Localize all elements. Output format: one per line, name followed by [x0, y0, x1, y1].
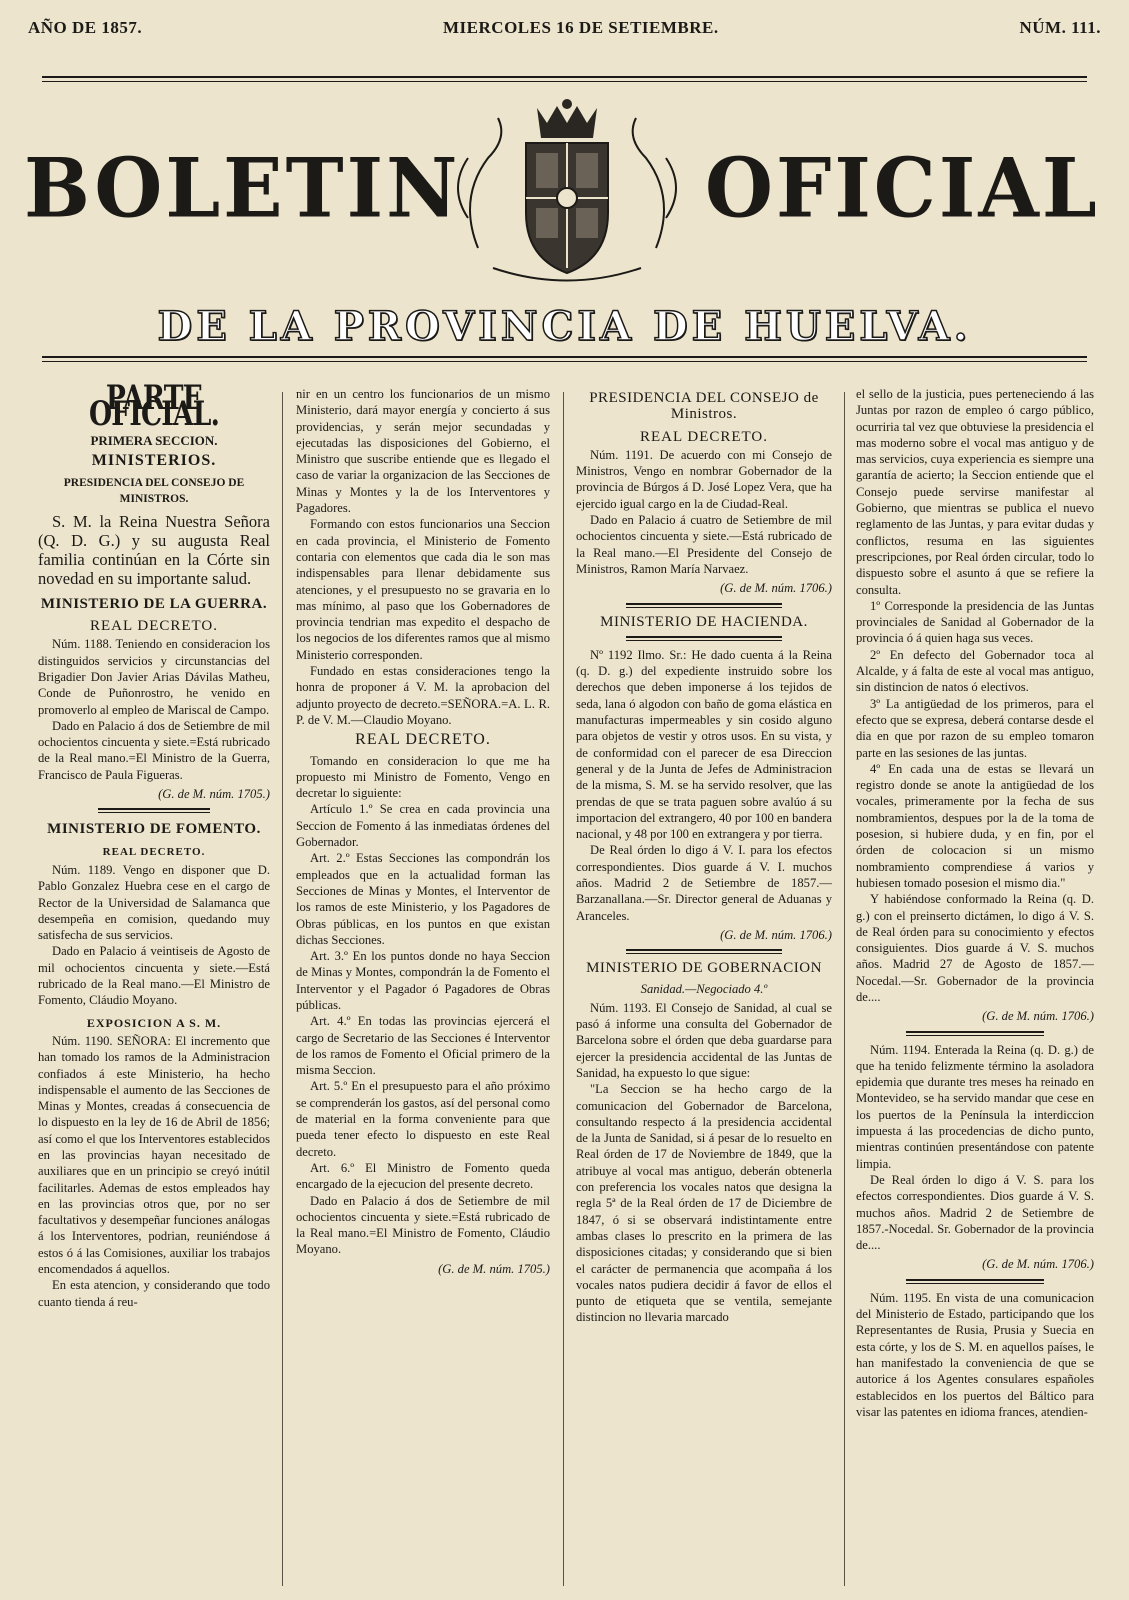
- divider: [626, 603, 782, 608]
- masthead-subtitle: DE LA PROVINCIA DE HUELVA.: [157, 303, 972, 350]
- decree-signature: Dado en Palacio á dos de Setiembre de mil ochocientos cincuenta y siete.=Está rubricado de la Real mano.=El Ministro de la Guerra, Francisco de Paula Figueras.: [38, 718, 270, 782]
- divider: [906, 1279, 1044, 1284]
- decree-text: Núm. 1189. Vengo en disponer que D. Pablo Gonzalez Huebra cese en el cargo de Rector de la Universidad de Salamanca que desempeña en comision, quedando muy satisfecha de sus servicios.: [38, 862, 270, 943]
- column-3: [576, 386, 832, 1326]
- article: Art. 6.º El Ministro de Fomento queda encargado de la ejecucion del presente decreto.: [296, 1160, 550, 1192]
- masthead-rule: [42, 356, 1087, 358]
- source-citation: (G. de M. núm. 1706.): [982, 1009, 1094, 1024]
- column-2: [296, 386, 550, 1280]
- divider: [626, 636, 782, 641]
- rule-item: 2º En defecto del Gobernador toca al Alcalde, y á falta de este al vocal mas antiguo, sin distincion de natos ó electivos.: [856, 647, 1094, 695]
- decree-signature: Dado en Palacio á veintiseis de Agosto de mil ochocientos cincuenta y siete.—Está rubricado de la Real mano.—El Ministro de Fomento, Cláudio Moyano.: [38, 944, 270, 1008]
- rule-item: 4º En cada una de estas se llevará un registro donde se anote la antigüedad de los vocales, primeramente por la fecha de sus nombramientos, despues por la de la toma de posesion, si hubiere duda, y en fin, por el órden de colocacion si un mismo nombramiento comprendiese á varios y hubiesen tomado posesion el mismo dia.": [856, 761, 1094, 890]
- rule-item: 1º Corresponde la presidencia de las Juntas provinciales de Sanidad al Gobernador de la provincia ó á quien haga sus veces.: [856, 598, 1094, 646]
- decree-intro: Tomando en consideracion lo que me ha propuesto mi Ministro de Fomento, Vengo en decretar lo siguiente:: [296, 753, 550, 801]
- article: Art. 5.º En el presupuesto para el año próximo se comprenderán los gastos, así del personal como de material en la forma conveniente para que pueda tener efecto lo dispuesto en este Real decreto.: [296, 1079, 550, 1159]
- decree-title: REAL DECRETO.: [355, 731, 491, 749]
- exposicion-text: En esta atencion, y considerando que todo cuanto tienda á reu-: [38, 1278, 270, 1309]
- source-citation: (G. de M. núm. 1706.): [720, 581, 832, 596]
- report-continued: el sello de la justicia, pues perteneciendo á las Juntas por razon de empleo ó cargo público, ocurriria tal vez que obtuviese la presidencia el mas moderno sobre el vocal mas antiguo y de mas servicios, cuya experiencia es siempre una garantía de acierto; la Seccion entiende que el Consejo puede servirse manifestar al Gobierno, que mientras se publica el nuevo reglamento de las Juntas, y para evitar dudas y conflictos, resuma en las siguientes prescripciones, por Real órden circular, todo lo dispuesto sobre el asunto á que se refiere la consulta.: [856, 387, 1094, 597]
- exposicion-continued: nir en un centro los funcionarios de un mismo Ministerio, dará mayor energía y concierto á sus providencias, y serán mejor secundadas y ejecutadas las disposiciones del Gobierno, el Ministro que suscribe entiende que es llegado el caso de variar la organizacion de las Secciones de Minas y Montes y la de los Interventores y Pagadores.: [296, 387, 550, 516]
- section-heading: PRIMERA SECCION.: [90, 432, 218, 448]
- decree-title: REAL DECRETO.: [102, 845, 206, 858]
- column-1: [38, 378, 270, 1310]
- column-separator: [563, 392, 564, 1586]
- ministerios-heading: MINISTERIOS.: [91, 451, 217, 469]
- masthead-rule-thin: [42, 361, 1087, 362]
- article: Art. 4.º En todas las provincias ejercerá el cargo de Secretario de las Secciones é Interventor de los ramos de Fomento el Oficial primero de la misma Seccion.: [296, 1014, 550, 1078]
- article: Artículo 1.º Se crea en cada provincia una Seccion de Fomento á las inmediatas órdenes del Gobernador.: [296, 802, 550, 850]
- top-rule-thin: [42, 81, 1087, 82]
- presidencia-heading: PRESIDENCIA DEL CONSEJO de Ministros.: [589, 390, 819, 423]
- order-text: Nº 1192 Ilmo. Sr.: He dado cuenta á la Reina (q. D. g.) del expediente instruido sobre los derechos que deben imponerse á los tejidos de seda, lana ó algodon con baño de goma elástica en manufacturas impermeables y sin cosido alguno para objetos de vestir y otros usos. En su vista, y de conformidad con el parecer de esa Direccion general y de la Junta de Jefes de Administracion de la misma, S. M. se ha servido resolver, que las prendas de que se trata paguen sobre avalúo á su importacion del extrangero, 40 por 100 en bandera nacional, y 48 por 100 en extrangera y por tierra.: [576, 647, 832, 842]
- decree-signature: Dado en Palacio á cuatro de Setiembre de mil ochocientos cincuenta y siete.—Está rubricado de la Real mano.—El Presidente del Consejo de Ministros, Ramon María Narvaez.: [576, 513, 832, 576]
- order-signature: Y habiéndose conformado la Reina (q. D. g.) con el preinserto dictámen, lo digo á V. S. de Real órden para su conocimiento y efectos consiguientes. Dios guarde á V. S. muchos años. Madrid 27 de Agosto de 1857.—Nocedal.—Sr. Gobernador de la provincia de....: [856, 892, 1094, 1004]
- source-citation: (G. de M. núm. 1706.): [982, 1257, 1094, 1272]
- ministry-heading: MINISTERIO DE FOMENTO.: [47, 821, 261, 838]
- year-label: AÑO DE 1857.: [28, 18, 143, 37]
- article: Art. 3.º En los puntos donde no haya Seccion de Minas y Montes, compondrán la de Fomento el Interventor y el Pagador ó Pagadores de Obras públicas.: [296, 949, 550, 1012]
- top-rule: [42, 76, 1087, 78]
- presidencia-heading: PRESIDENCIA DEL CONSEJO DE MINISTROS.: [63, 477, 245, 506]
- order-text: Núm. 1195. En vista de una comunicacion del Ministerio de Estado, participando que los Representantes de Rusia, Prusia y Suecia en esta córte, y los de S. M. en aquellos países, le han manifestado la conveniencia de que se autorice á los Agentes consulares españoles establecidos en los puertos del Báltico para visar las patentes en idioma frances, atendien-: [856, 1290, 1094, 1419]
- ministry-heading: MINISTERIO DE GOBERNACION: [586, 960, 822, 977]
- decree-title: REAL DECRETO.: [90, 618, 218, 635]
- masthead-left: BOLETIN: [24, 140, 461, 237]
- ministry-heading: MINISTERIO DE LA GUERRA.: [40, 595, 268, 612]
- order-signature: De Real órden lo digo á V. I. para los efectos correspondientes. Dios guarde á V. I. muchos años. Madrid 2 de Setiembre de 1857.—Barzanallana.—Sr. Director general de Aduanas y Aranceles.: [576, 843, 832, 923]
- order-text: Núm. 1193. El Consejo de Sanidad, al cual se pasó á informe una consulta del Gobernador de Barcelona sobre el órden que deba guardarse para ejercer la presidencia accidental de las Juntas de Sanidad, ha expuesto lo que sigue:: [576, 1000, 832, 1080]
- top-header: [28, 18, 1101, 38]
- issue-number: NÚM. 111.: [1019, 18, 1101, 37]
- decree-text: Núm. 1188. Teniendo en consideracion los distinguidos servicios y circunstancias del Brigadier Don Javier Arias Dávilas Matheu, Conde de Puñonrostro, he venido en promoverlo al empleo de Mariscal de Campo.: [38, 637, 270, 717]
- column-separator: [844, 392, 845, 1586]
- lead-paragraph: S. M. la Reina Nuestra Señora (Q. D. G.) y su augusta Real familia continúan en la Córte sin novedad en su importante salud.: [38, 511, 270, 588]
- column-4: [856, 386, 1094, 1420]
- decree-title: REAL DECRETO.: [640, 428, 768, 445]
- divider: [98, 808, 210, 813]
- date-label: MIERCOLES 16 DE SETIEMBRE.: [443, 18, 719, 37]
- rule-item: 3º La antigüedad de los primeros, para el efecto que se expresa, deberá contarse desde el dia en que por razon de su empleo tomaron parte en las sesiones de las juntas.: [856, 696, 1094, 760]
- decree-text: Núm. 1191. De acuerdo con mi Consejo de Ministros, Vengo en nombrar Gobernador de la provincia de Búrgos á D. José Lopez Vera, que ha ejercido igual cargo en la de Ciudad-Real.: [576, 447, 832, 511]
- order-text: Núm. 1194. Enterada la Reina (q. D. g.) de que ha tenido felizmente término la asoladora epidemia que durante tres meses ha reinado en Montevideo, se ha servido mandar que cese en los puertos de la Península la interdiccion impuesta á las procedencias de dicho punto, mientras continúen presentándose con patente limpia.: [856, 1042, 1094, 1171]
- exposicion-title: EXPOSICION A S. M.: [86, 1015, 222, 1030]
- ministry-heading: MINISTERIO DE HACIENDA.: [600, 613, 808, 630]
- divider: [626, 949, 782, 954]
- royal-crest-icon: [438, 98, 696, 288]
- exposicion-text: Formando con estos funcionarios una Seccion en cada provincia, el Ministerio de Fomento contaria con elementos que cada dia le son mas indispensables para llenar debidamente sus atenciones, y el presupuesto no se gravaria en lo mas mínimo, al paso que los Gobernadores de provincia tendrian mas expedito el despacho de los negocios de los diferentes ramos que al mismo Ministerio corresponden.: [296, 517, 550, 662]
- divider: [906, 1031, 1044, 1036]
- masthead-right: OFICIAL: [705, 140, 1100, 237]
- order-signature: De Real órden lo digo á V. S. para los efectos correspondientes. Dios guarde á V. S. muchos años. Madrid 2 de Setiembre de 1857.-Nocedal. Sr. Gobernador de la provincia de....: [856, 1172, 1094, 1253]
- source-citation: (G. de M. núm. 1705.): [158, 787, 270, 802]
- source-citation: (G. de M. núm. 1705.): [438, 1261, 550, 1276]
- article: Art. 2.º Estas Secciones las compondrán los empleados que en la actualidad forman las Secciones de Minas y Montes, el Interventor de los ramos de este Ministerio, y los Pagadores de Obras públicas, en los puntos en que existan dichas Secciones.: [296, 851, 550, 947]
- decree-signature: Dado en Palacio á dos de Setiembre de mil ochocientos cincuenta y siete.=Está rubricado de la Real mano.=El Ministro de Fomento, Cláudio Moyano.: [296, 1193, 550, 1257]
- parte-oficial-heading: PARTE OFICIAL.: [88, 378, 220, 435]
- source-citation: (G. de M. núm. 1706.): [720, 927, 832, 942]
- exposicion-text: Fundado en estas consideraciones tengo la honra de proponer á V. M. la aprobacion del adjunto proyecto de decreto.=SEÑORA.=A. L. R. P. de V. M.—Claudio Moyano.: [296, 664, 550, 727]
- quoted-report: "La Seccion se ha hecho cargo de la comunicacion del Gobernador de Barcelona, consultando respecto á la presidencia accidental de la Junta de Sanidad, si á pesar de lo resuelto en Real órden de 17 de Noviembre de 1849, que la atribuye al vocal mas antiguo, deberán obtenerla con preferencia los vocales natos que designa la regla 5ª de la Real órden de 17 de Diciembre de 1847, ó si se observará indistintamente entre ambas clases lo prescrito en la primera de las disposiciones citadas; y considerando que si bien el carácter de permanencia que acompaña á los vocales natos pudiera decidir á favor de ellos el punto de etiqueta que se ventila, semejante distincion no llevaria marcado: [576, 1082, 832, 1325]
- exposicion-text: Núm. 1190. SEÑORA: El incremento que han tomado los ramos de la Administracion confiados á este Ministerio, ha hecho indispensable el aumento de las Secciones de Minas y Montes, creadas á consecuencia de lo dispuesto en la ley de 16 de Abril de 1856; así como el que los Interventores establecidos en las provincias hayan necesitado de auxiliares que en un principio se creyó inútil facilitarles. Ademas de estos empleados hay en las provincias otros que, por no ser facultativos y desempeñar funciones análogas á los Interventores, podrian, reuniéndose á estos ó á las Comisiones, auxiliar los trabajos encomendados á aquellos.: [38, 1033, 270, 1277]
- negociado-label: Sanidad.—Negociado 4.º: [640, 981, 768, 996]
- column-separator: [282, 392, 283, 1586]
